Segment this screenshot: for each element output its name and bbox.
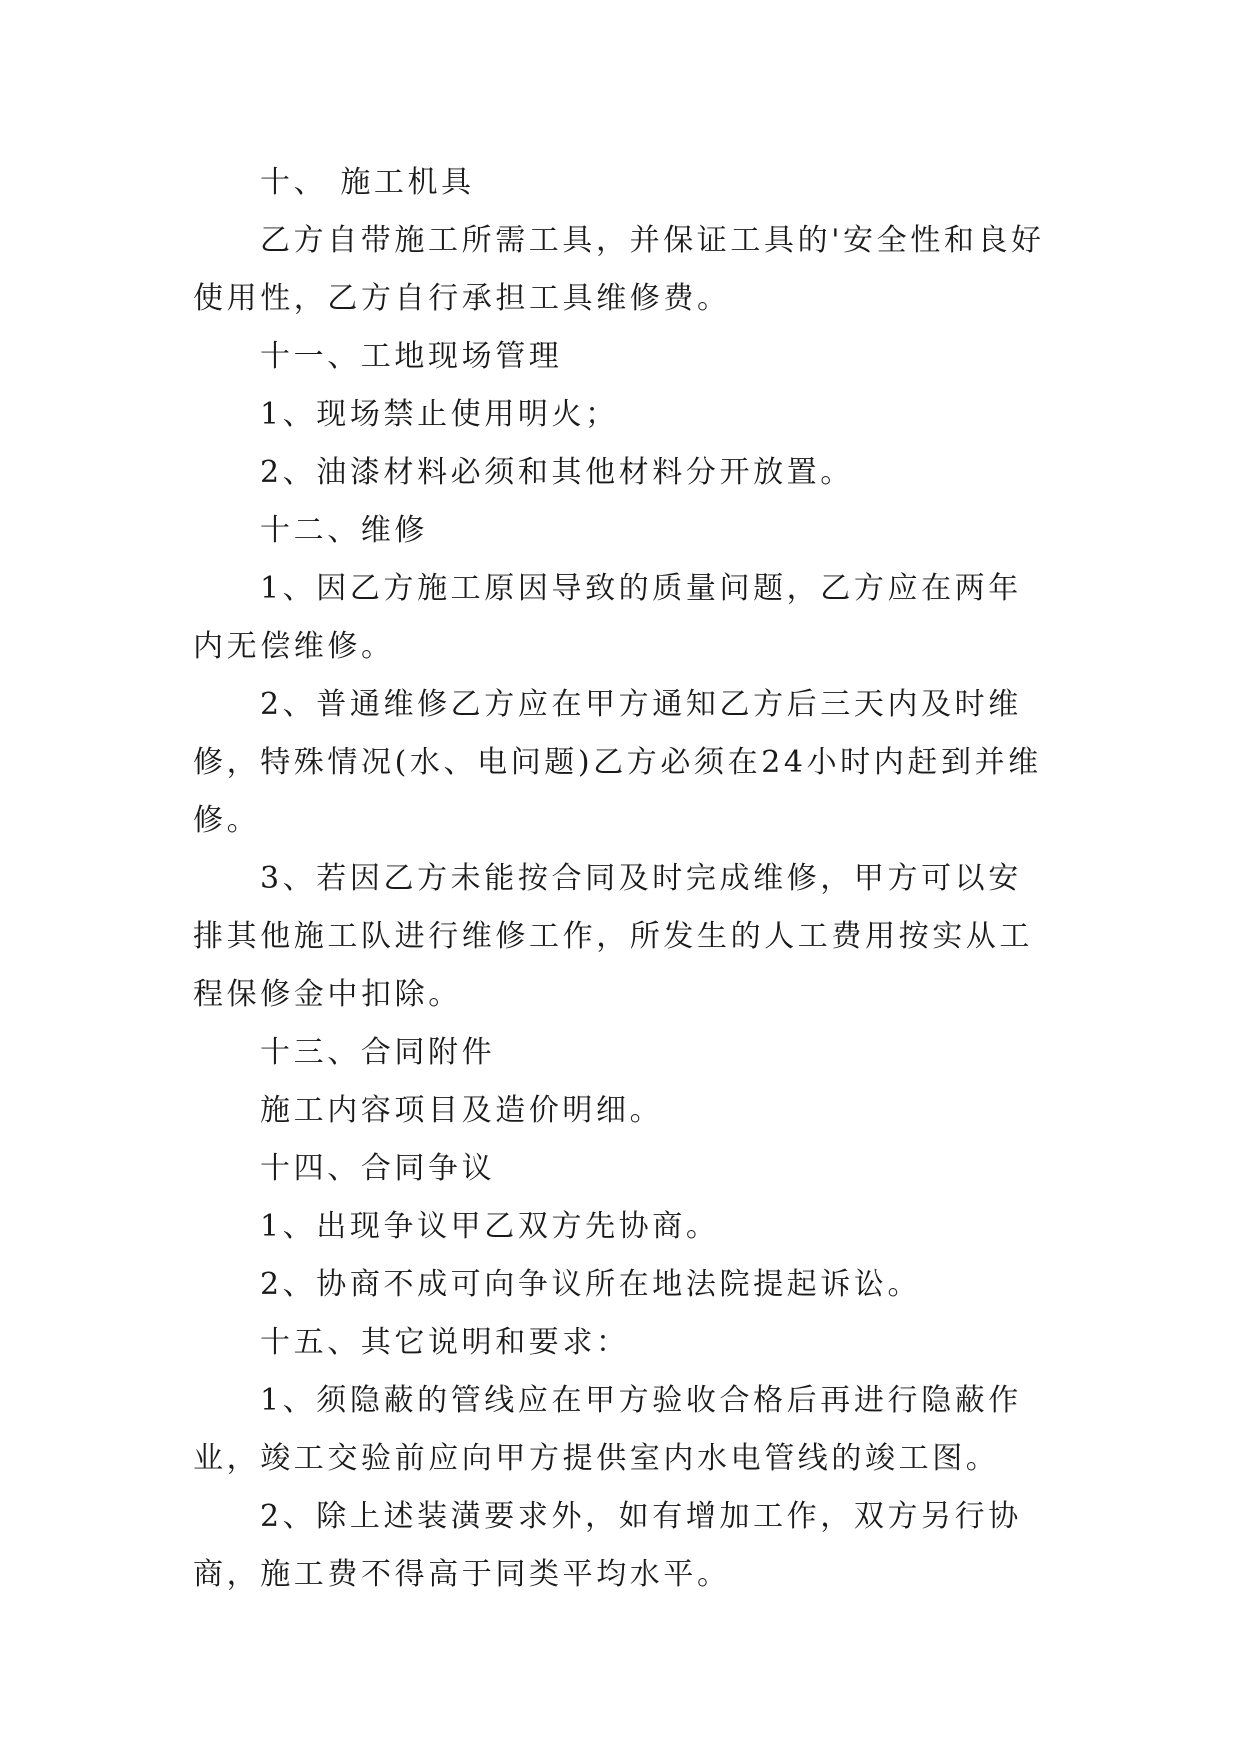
paragraph-tools: 乙方自带施工所需工具，并保证工具的'安全性和良好使用性，乙方自行承担工具维修费。 bbox=[193, 223, 1045, 316]
paragraph-attachment: 施工内容项目及造价明细。 bbox=[260, 1093, 664, 1128]
section-heading-contract-dispute: 十四、合同争议 bbox=[260, 1151, 496, 1186]
list-item-concealed-pipelines: 1、须隐蔽的管线应在甲方验收合格后再进行隐蔽作业，竣工交验前应向甲方提供室内水电管线的竣工图。 bbox=[193, 1383, 1022, 1476]
list-item-negotiation: 1、出现争议甲乙双方先协商。 bbox=[260, 1209, 720, 1244]
list-item-additional-work: 2、除上述装潢要求外，如有增加工作，双方另行协商，施工费不得高于同类平均水平。 bbox=[193, 1499, 1022, 1592]
document-body bbox=[193, 154, 1053, 1604]
section-heading-other-requirements: 十五、其它说明和要求： bbox=[260, 1325, 630, 1360]
list-item-no-open-fire: 1、现场禁止使用明火； bbox=[260, 397, 619, 432]
list-item-quality-warranty: 1、因乙方施工原因导致的质量问题，乙方应在两年内无偿维修。 bbox=[193, 571, 1022, 664]
section-heading-contract-attachment: 十三、合同附件 bbox=[260, 1035, 496, 1070]
section-heading-construction-tools: 十、 施工机具 bbox=[260, 165, 475, 200]
list-item-paint-storage: 2、油漆材料必须和其他材料分开放置。 bbox=[260, 455, 854, 490]
list-item-litigation: 2、协商不成可向争议所在地法院提起诉讼。 bbox=[260, 1267, 922, 1302]
list-item-repair-default: 3、若因乙方未能按合同及时完成维修，甲方可以安排其他施工队进行维修工作，所发生的人工费用按实从工程保修金中扣除。 bbox=[193, 861, 1033, 1012]
list-item-regular-repair: 2、普通维修乙方应在甲方通知乙方后三天内及时维修，特殊情况(水、电问题)乙方必须在24小时内赶到并维修。 bbox=[193, 687, 1042, 838]
section-heading-site-management: 十一、工地现场管理 bbox=[260, 339, 563, 374]
section-heading-maintenance: 十二、维修 bbox=[260, 513, 428, 548]
